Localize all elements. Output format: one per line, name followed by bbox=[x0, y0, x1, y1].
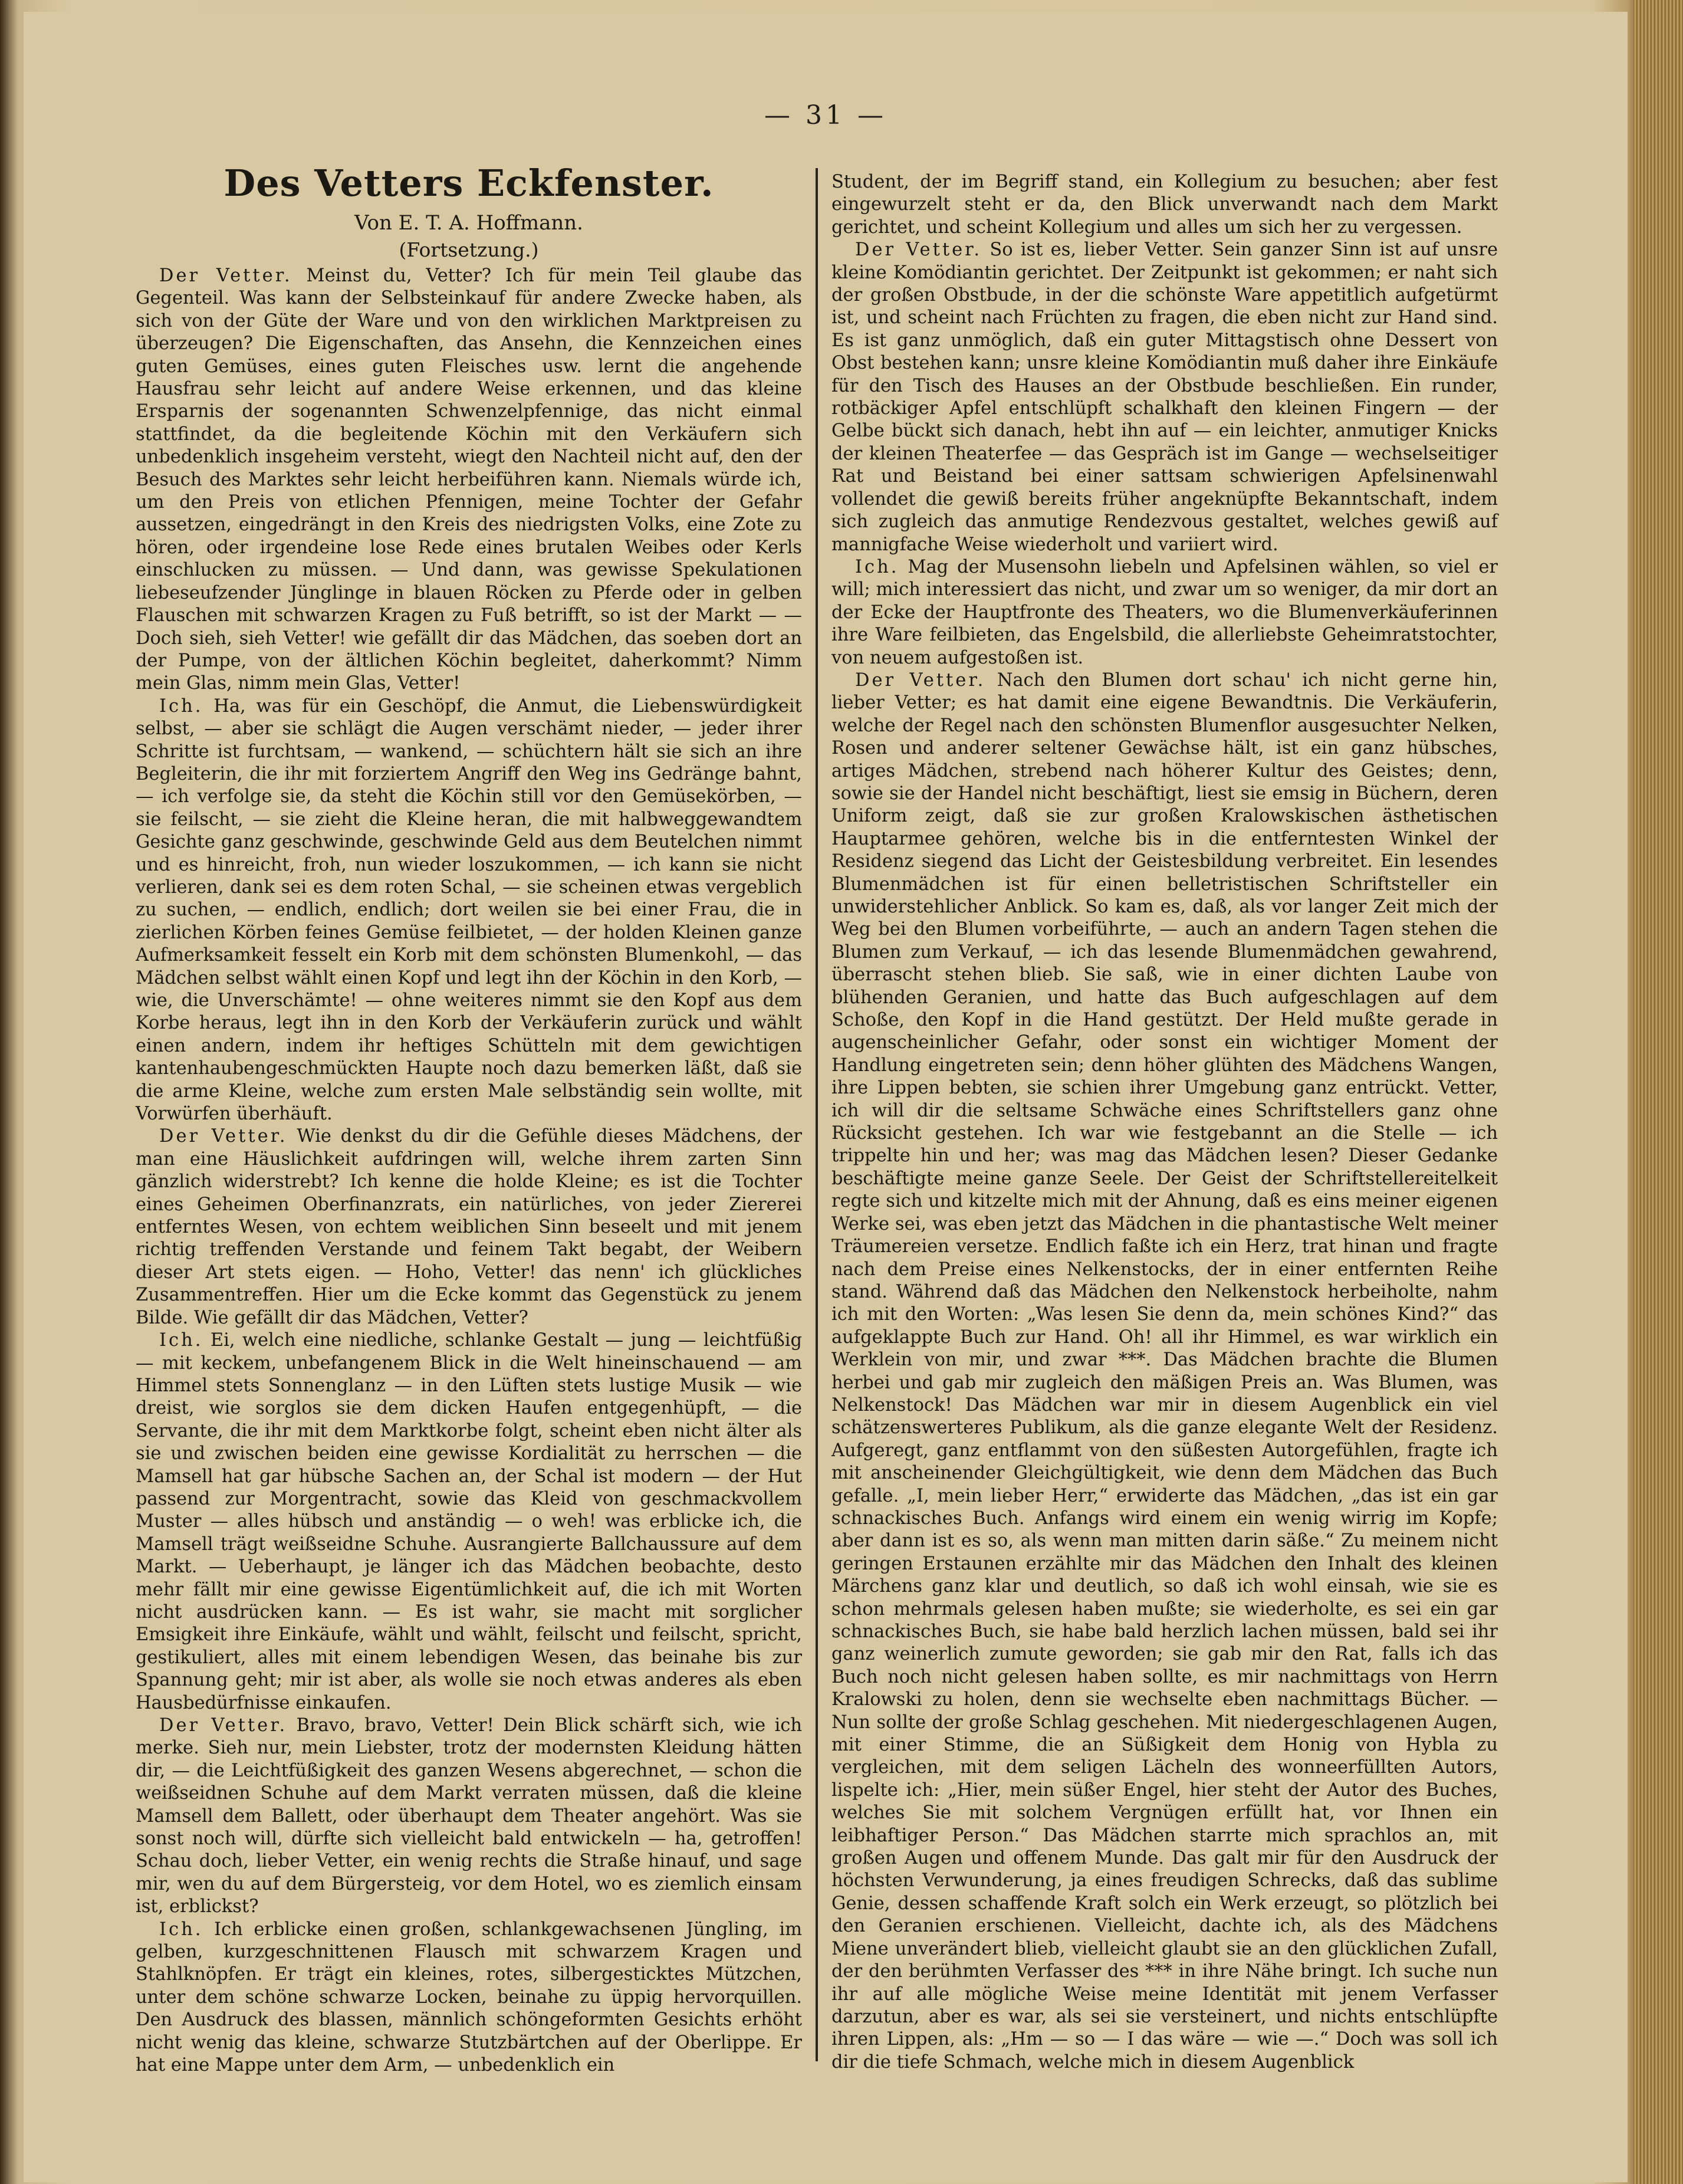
speaker-label: Ich. bbox=[159, 695, 203, 717]
article-byline: Von E. T. A. Hoffmann. bbox=[354, 211, 583, 235]
continuation-note: (Fortsetzung.) bbox=[399, 238, 539, 261]
speaker-label: Der Vetter. bbox=[855, 239, 982, 261]
speaker-label: Ich. bbox=[159, 1919, 203, 1940]
paragraph-text: Ich erblicke einen großen, schlankgewachsenen Jüngling, im gelben, kurzgeschnittenen Flausch mit schwarzem Kragen und Stahlknöpfen. Er trägt ein kleines, rotes, silbergesticktes Mützchen, unter dem schöne schwarze Locken, beinahe zu üppig hervorquillen. Den Ausdruck des blassen, männlich schöngeformten Gesichts erhöht nicht wenig das kleine, schwarze Stutzbärtchen auf der Oberlippe. Er hat eine Mappe unter dem Arm, — unbedenklich ein bbox=[136, 1919, 802, 2076]
paragraph bbox=[136, 1329, 802, 1715]
paragraph bbox=[136, 265, 802, 695]
left-column bbox=[136, 162, 802, 2077]
speaker-label: Ich. bbox=[159, 1330, 203, 1351]
paragraph-text: Ha, was für ein Geschöpf, die Anmut, die Liebenswürdigkeit selbst, — aber sie schlägt die Augen verschämt nieder, — jeder ihrer Schritte ist furchtsam, — wankend, — schüchtern hält sie sich an ihre Begleiterin, die ihr mit forziertem Angriff den Weg ins Gedränge bahnt, — ich verfolge sie, da steht die Köchin still vor den Gemüsekörben, — sie feilscht, — sie zieht die Kleine heran, die mit halbweggewandtem Gesichte ganz geschwinde, geschwinde Geld aus dem Beutelchen nimmt und es hinreicht, froh, nun wieder loszukommen, — ich kann sie nicht verlieren, dank sei es dem roten Schal, — sie scheinen etwas vergeblich zu suchen, — endlich, endlich; dort weilen sie bei einer Frau, die in zierlichen Körben feines Gemüse feilbietet, — der holden Kleinen ganze Aufmerksamkeit fesselt ein Korb mit dem schönsten Blumenkohl, — das Mädchen selbst wählt einen Kopf und legt ihn der Köchin in den Korb, — wie, die Unverschämte! — ohne weiteres nimmt sie den Kopf aus dem Korbe heraus, legt ihn in den Korb der Verkäuferin zurück und wählt einen andern, indem ihr heftiges Schütteln mit dem gewichtigen kantenhaubengeschmückten Haupte noch dazu bemerken läßt, daß sie die arme Kleine, welche zum ersten Male selbständig sein wollte, mit Vorwürfen überhäuft. bbox=[136, 695, 802, 1125]
paragraph-text: Ei, welch eine niedliche, schlanke Gestalt — jung — leichtfüßig — mit keckem, unbefangenem Blick in die Welt hineinschauend — am Himmel stets Sonnenglanz — in den Lüften stets lustige Musik — wie dreist, wie sorglos sie dem dicken Haufen entgegenhüpft, — die Servante, die ihr mit dem Marktkorbe folgt, scheint eben nicht älter als sie und zwischen beiden eine gewisse Kordialität zu herrschen — die Mamsell hat gar hübsche Sachen an, der Schal ist modern — der Hut passend zur Morgentracht, sowie das Kleid von geschmackvollem Muster — alles hübsch und anständig — o weh! was erblicke ich, die Mamsell trägt weißseidne Schuhe. Ausrangierte Ballchaussure auf dem Markt. — Ueberhaupt, je länger ich das Mädchen beobachte, desto mehr fällt mir eine gewisse Eigentümlichkeit auf, die ich mit Worten nicht ausdrücken kann. — Es ist wahr, sie macht mit sorglicher Emsigkeit ihre Einkäufe, wählt und wählt, feilscht und feilscht, spricht, gestikuliert, alles mit einem lebendigen Wesen, das beinahe bis zur Spannung geht; mir ist aber, als wolle sie noch etwas anderes als eben Hausbedürfnisse einkaufen. bbox=[136, 1330, 802, 1713]
paragraph bbox=[831, 171, 1498, 239]
paragraph bbox=[136, 1125, 802, 1329]
speaker-label: Der Vetter. bbox=[159, 265, 292, 286]
speaker-label: Der Vetter. bbox=[159, 1126, 288, 1147]
paragraph-text: Student, der im Begriff stand, ein Kollegium zu besuchen; aber fest eingewurzelt steht er da, den Blick unverwandt nach dem Markt gerichtet, und scheint Kollegium und alles um sich her zu vergessen. bbox=[831, 172, 1498, 238]
paragraph bbox=[136, 695, 802, 1126]
article-title: Des Vetters Eckfenster. bbox=[223, 162, 714, 205]
paragraph bbox=[831, 669, 1498, 2074]
paragraph-text: Meinst du, Vetter? Ich für mein Teil glaube das Gegenteil. Was kann der Selbsteinkauf für andere Zwecke haben, als sich von der Güte der Ware und von den wirklichen Marktpreisen zu überzeugen? Die Eigenschaften, das Ansehn, die Kennzeichen eines guten Gemüses, eines guten Fleisches usw. lernt die angehende Hausfrau sehr leicht auf andere Weise erkennen, und das kleine Ersparnis der sogenannten Schwenzelpfennige, das nicht einmal stattfindet, da die begleitende Köchin mit den Verkäufern sich unbedenklich insgeheim versteht, wiegt den Nachteil nicht auf, den der Besuch des Marktes sehr leicht herbeiführen kann. Niemals würde ich, um den Preis von etlichen Pfennigen, meine Tochter der Gefahr aussetzen, eingedrängt in den Kreis des niedrigsten Volks, eine Zote zu hören, oder irgendeine lose Rede eines brutalen Weibes oder Kerls einschlucken zu müssen. — Und dann, was gewisse Spekulationen liebeseufzender Jünglinge in blauen Röcken zu Pferde oder in gelben Flauschen mit schwarzen Kragen zu Fuß betrifft, so ist der Markt — — Doch sieh, sieh Vetter! wie gefällt dir das Mädchen, das soeben dort an der Pumpe, von der ältlichen Köchin begleitet, daherkommt? Nimm mein Glas, nimm mein Glas, Vetter! bbox=[136, 265, 803, 694]
speaker-label: Der Vetter. bbox=[855, 669, 986, 691]
paragraph bbox=[136, 1715, 802, 1919]
paragraph-text: Bravo, bravo, Vetter! Dein Blick schärft sich, wie ich merke. Sieh nur, mein Liebster, trotz der modernsten Kleidung hätten dir, — die Leichtfüßigkeit des ganzen Wesens abgerechnet, — schon die weißseidnen Schuhe auf dem Markt verraten müssen, daß die kleine Mamsell dem Ballett, oder überhaupt dem Theater angehört. Was sie sonst noch will, dürfte sich vielleicht bald entwickeln — ha, getroffen! Schau doch, lieber Vetter, ein wenig rechts die Straße hinauf, und sage mir, wen du auf dem Bürgersteig, vor dem Hotel, wo es ziemlich einsam ist, erblickst? bbox=[136, 1715, 802, 1917]
right-column bbox=[831, 171, 1498, 2074]
paragraph bbox=[136, 1919, 802, 2077]
paragraph bbox=[831, 556, 1498, 669]
paragraph-text: Nach den Blumen dort schau' ich nicht gerne hin, lieber Vetter; es hat damit eine eigene Bewandtnis. Die Verkäuferin, welche der Regel nach den schönsten Blumenflor ausgesuchter Nelken, Rosen und anderer seltener Gewächse hält, ist ein ganz hübsches, artiges Mädchen, strebend nach höherer Kultur des Geistes; denn, sowie sie der Handel nicht beschäftigt, liest sie emsig in Büchern, deren Uniform zeigt, daß sie zur großen Kralowskischen ästhetischen Hauptarmee gehören, welche bis in die entferntesten Winkel der Residenz siegend das Licht der Geistesbildung verbreitet. Ein lesendes Blumenmädchen ist für einen belletristischen Schriftsteller ein unwiderstehlicher Anblick. So kam es, daß, als vor langer Zeit mich der Weg bei den Blumen vorbeiführte, — auch an andern Tagen stehen die Blumen zum Verkauf, — ich das lesende Blumenmädchen gewahrend, überrascht stehen blieb. Sie saß, wie in einer dichten Laube von blühenden Geranien, und hatte das Buch aufgeschlagen auf dem Schoße, den Kopf in die Hand gestützt. Der Held mußte gerade in augenscheinlicher Gefahr, oder sonst ein wichtiger Moment der Handlung eingetreten sein; denn höher glühten des Mädchens Wangen, ihre Lippen bebten, sie schien ihrer Umgebung ganz entrückt. Vetter, ich will dir die seltsame Schwäche eines Schriftstellers ganz ohne Rücksicht gestehen. Ich war wie festgebannt an die Stelle — ich trippelte hin und her; was mag das Mädchen lesen? Dieser Gedanke beschäftigte meine ganze Seele. Der Geist der Schriftstellereitelkeit regte sich und kitzelte mich mit der Ahnung, daß es eins meiner eigenen Werke sei, was eben jetzt das Mädchen in die phantastische Welt meiner Träumereien versetze. Endlich faßte ich ein Herz, trat hinan und fragte nach dem Preise eines Nelkenstocks, der in einer entfernten Reihe stand. Während daß das Mädchen den Nelkenstock herbeiholte, nahm ich mit den Worten: „Was lesen Sie denn da, mein schönes Kind?“ das aufgeklappte Buch zur Hand. Oh! all ihr Himmel, es war wirklich ein Werklein von mir, und zwar ***. Das Mädchen brachte die Blumen herbei und gab mir zugleich den mäßigen Preis an. Was Blumen, was Nelkenstock! Das Mädchen war mir in diesem Augenblick ein viel schätzenswerteres Publikum, als die ganze elegante Welt der Residenz. Aufgeregt, ganz entflammt von den süßesten Autorgefühlen, fragte ich mit anscheinender Gleichgültigkeit, wie denn dem Mädchen das Buch gefalle. „I, mein lieber Herr,“ erwiderte das Mädchen, „das ist ein gar schnackisches Buch. Anfangs wird einem ein wenig wirrig im Kopfe; aber dann ist es so, als wenn man mitten darin säße.“ Zu meinem nicht geringen Erstaunen erzählte mir das Mädchen den Inhalt des kleinen Märchens ganz klar und deutlich, so daß ich wohl einsah, wie sie es schon mehrmals gelesen haben mußte; sie wiederholte, es sei ein gar schnackisches Buch, sie habe bald herzlich lachen müssen, bald sei ihr ganz weinerlich zumute geworden; sie gab mir den Rat, falls ich das Buch noch nicht gelesen haben sollte, es mir nachmittags von Herrn Kralowski zu holen, denn sie wechselte eben nachmittags Bücher. — Nun sollte der große Schlag geschehen. Mit niedergeschlagenen Augen, mit einer Stimme, die an Süßigkeit dem Honig von Hybla zu vergleichen, mit dem seligen Lächeln des wonneerfüllten Autors, lispelte ich: „Hier, mein süßer Engel, hier steht der Autor des Buches, welches Sie mit solchem Vergnügen erfüllt hat, vor Ihnen ein leibhaftiger Person.“ Das Mädchen starrte mich sprachlos an, mit großen Augen und offenem Munde. Das galt mir für den Ausdruck der höchsten Verwunderung, ja eines freudigen Schrecks, daß das sublime Genie, dessen schaffende Kraft solch ein Werk erzeugt, so plötzlich bei den Geranien erschienen. Vielleicht, dachte ich, als des Mädchens Miene unverändert blieb, vielleicht glaubt sie an den glücklichen Zufall, der den berühmten Verfasser des *** in ihre Nähe bringt. Ich suche nun ihr auf alle mögliche Weise meine Identität mit jenem Verfasser darzutun, aber es war, als sei sie versteinert, und nichts entschlüpfte ihren Lippen, als: „Hm — so — I das wäre — wie —.“ Doch was soll ich dir die tiefe Schmach, welche mich in diesem Augenblick bbox=[831, 669, 1498, 2073]
paragraph-text: Mag der Musensohn liebeln und Apfelsinen wählen, so viel er will; mich interessiert das nicht, und zwar um so weniger, da mir dort an der Ecke der Hauptfronte des Theaters, wo die Blumenverkäuferinnen ihre Ware feilbieten, das Engelsbild, die allerliebste Geheimratstochter, von neuem aufgestoßen ist. bbox=[831, 556, 1498, 668]
book-edge bbox=[1633, 0, 1683, 2184]
paragraph-text: Wie denkst du dir die Gefühle dieses Mädchens, der man eine Häuslichkeit aufdringen will, welche ihrem zarten Sinn gänzlich widerstrebt? Ich kenne die holde Kleine; es ist die Tochter eines Geheimen Oberfinanzrats, ein natürliches, von jeder Ziererei entferntes Wesen, von echtem weiblichen Sinn beseelt und mit jenem richtig treffenden Verstande und feinem Takt begabt, der Weibern dieser Art stets eigen. — Hoho, Vetter! das nenn' ich glückliches Zusammentreffen. Hier um die Ecke kommt das Gegenstück zu jenem Bilde. Wie gefällt dir das Mädchen, Vetter? bbox=[136, 1126, 802, 1328]
paragraph-text: So ist es, lieber Vetter. Sein ganzer Sinn ist auf unsre kleine Komödiantin gerichtet. Der Zeitpunkt ist gekommen; er naht sich der großen Obstbude, in der die schönste Ware appetitlich aufgetürmt ist, und scheint nach Früchten zu fragen, die eben nicht zur Hand sind. Es ist ganz unmöglich, daß ein guter Mittagstisch ohne Dessert von Obst bestehen kann; unsre kleine Komödiantin muß daher ihre Einkäufe für den Tisch des Hauses an der Obstbude beschließen. Ein runder, rotbäckiger Apfel entschlüpft schalkhaft den kleinen Fingern — der Gelbe bückt sich danach, hebt ihn auf — ein leichter, anmutiger Knicks der kleinen Theaterfee — das Gespräch ist im Gange — wechselseitiger Rat und Beistand bei einer sattsam schwierigen Apfelsinenwahl vollendet die gewiß bereits früher angeknüpfte Bekanntschaft, indem sich zugleich das anmutige Rendezvous gestaltet, welches gewiß auf mannigfache Weise wiederholt und variiert wird. bbox=[831, 239, 1498, 555]
page-number: — 31 — bbox=[764, 100, 887, 130]
document-page bbox=[24, 12, 1628, 2182]
speaker-label: Der Vetter. bbox=[159, 1715, 288, 1736]
paragraph bbox=[831, 239, 1498, 556]
speaker-label: Ich. bbox=[855, 556, 899, 577]
column-divider bbox=[816, 168, 818, 2061]
